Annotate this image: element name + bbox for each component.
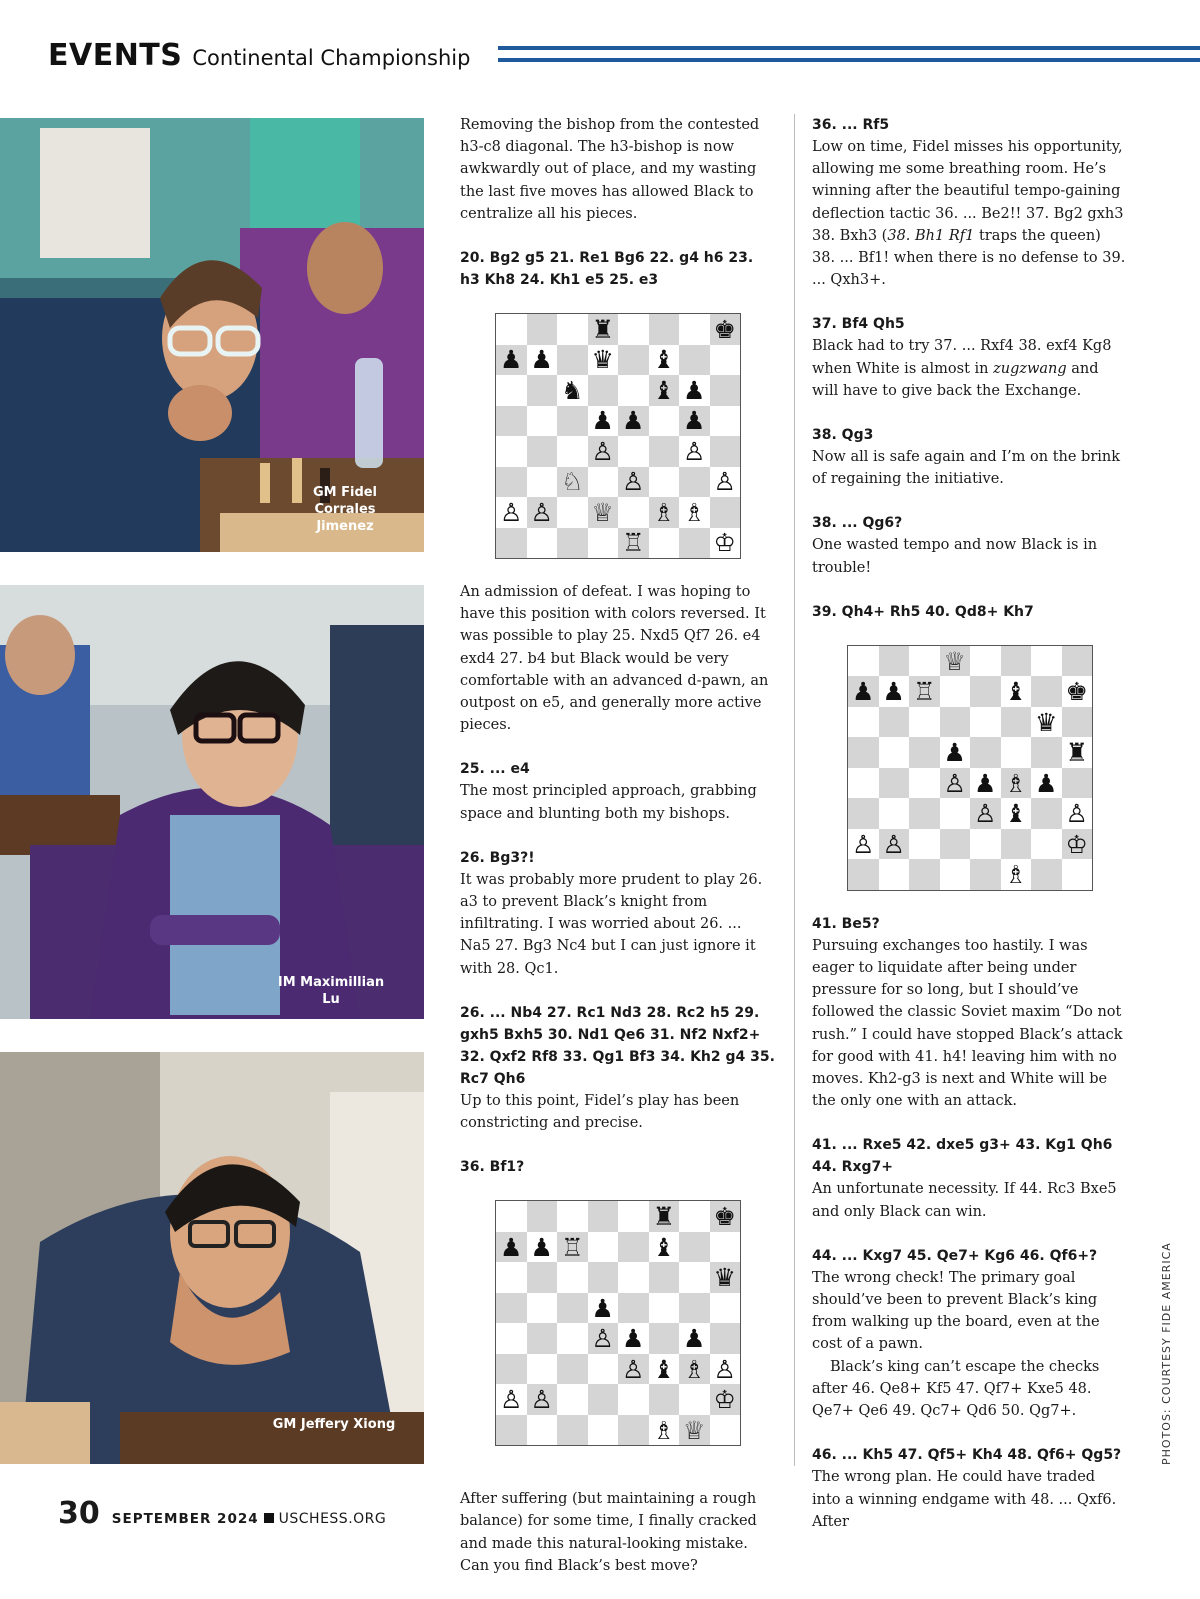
board-square — [679, 528, 710, 559]
board-square — [527, 406, 558, 437]
board-square — [557, 436, 588, 467]
body-paragraph: It was probably more prudent to play 26. a3 to prevent Black’s knight from infiltrating. I was worried about 26. ... Na5 27. Bg3 Nc4 but I can just ignore it with 28. Qc1. — [460, 871, 763, 977]
white-pawn-icon: ♙ — [710, 1354, 741, 1385]
page-number: 30 — [58, 1496, 100, 1531]
board-square — [1001, 829, 1032, 860]
italic-term: zugzwang — [993, 360, 1067, 377]
board-square — [557, 1354, 588, 1385]
board-square — [557, 1384, 588, 1415]
board-square — [710, 345, 741, 376]
white-queen-icon: ♕ — [940, 646, 971, 677]
board-square — [1031, 676, 1062, 707]
move-heading: 46. ... Kh5 47. Qf5+ Kh4 48. Qf6+ Qg5? — [812, 1447, 1122, 1464]
board-square — [909, 646, 940, 677]
board-square — [710, 1232, 741, 1263]
black-rook-icon: ♜ — [649, 1201, 680, 1232]
board-square — [557, 528, 588, 559]
board-square — [879, 737, 910, 768]
white-king-icon: ♔ — [710, 528, 741, 559]
white-rook-icon: ♖ — [557, 1232, 588, 1263]
board-square — [679, 467, 710, 498]
board-square — [710, 1293, 741, 1324]
white-pawn-icon: ♙ — [1062, 798, 1093, 829]
board-square — [649, 1323, 680, 1354]
white-bishop-icon: ♗ — [649, 1415, 680, 1446]
move-heading: 44. ... Kxg7 45. Qe7+ Kg6 46. Qf6+? — [812, 1247, 1098, 1264]
board-square — [649, 406, 680, 437]
white-rook-icon: ♖ — [909, 676, 940, 707]
board-square — [527, 375, 558, 406]
black-rook-icon: ♜ — [1062, 737, 1093, 768]
black-queen-icon: ♛ — [588, 345, 619, 376]
board-square — [1031, 829, 1062, 860]
photo-jeffery-image — [0, 1052, 424, 1464]
board-square — [879, 707, 910, 738]
white-pawn-icon: ♙ — [527, 1384, 558, 1415]
move-heading: 38. ... Qg6? — [812, 515, 903, 532]
board-square — [496, 375, 527, 406]
board-square — [496, 1293, 527, 1324]
board-square — [848, 707, 879, 738]
board-square — [1001, 737, 1032, 768]
board-square — [940, 829, 971, 860]
board-square — [679, 1201, 710, 1232]
board-square — [527, 467, 558, 498]
white-queen-icon: ♕ — [588, 497, 619, 528]
black-bishop-icon: ♝ — [1001, 676, 1032, 707]
board-square — [848, 737, 879, 768]
board-square — [649, 314, 680, 345]
black-rook-icon: ♜ — [588, 314, 619, 345]
board-square — [527, 314, 558, 345]
move-heading: 25. ... e4 — [460, 761, 530, 778]
white-pawn-icon: ♙ — [710, 467, 741, 498]
board-square — [679, 1262, 710, 1293]
site-name: USCHESS.ORG — [278, 1511, 387, 1527]
white-bishop-icon: ♗ — [679, 1354, 710, 1385]
white-king-icon: ♔ — [710, 1384, 741, 1415]
board-square — [496, 436, 527, 467]
board-square — [970, 646, 1001, 677]
body-paragraph: The wrong plan. He could have traded into a winning endgame with 48. ... Qxf6. After — [812, 1469, 1117, 1530]
board-square — [527, 436, 558, 467]
board-square — [1031, 798, 1062, 829]
board-square — [970, 737, 1001, 768]
black-king-icon: ♚ — [1062, 676, 1093, 707]
board-square — [1031, 646, 1062, 677]
board-square — [710, 1415, 741, 1446]
body-paragraph: An unfortunate necessity. If 44. Rc3 Bxe5 and only Black can win. — [812, 1181, 1117, 1220]
board-square — [679, 345, 710, 376]
black-pawn-icon: ♟ — [970, 768, 1001, 799]
board-square — [618, 345, 649, 376]
body-text: and will have to give back the Exchange. — [812, 360, 1099, 399]
black-pawn-icon: ♟ — [940, 737, 971, 768]
white-pawn-icon: ♙ — [588, 436, 619, 467]
black-bishop-icon: ♝ — [649, 1354, 680, 1385]
board-square — [848, 768, 879, 799]
body-paragraph: Pursuing exchanges too hastily. I was eager to liquidate after being under pressure for so long, but I should’ve followed the classic Soviet maxim “Do not rush.” I could have stopped Black’s attack for good with 41. h4! leaving him with no moves. Kh2-g3 is next and White will be the only one with an attack. — [812, 937, 1123, 1110]
move-heading: 38. Qg3 — [812, 427, 874, 444]
black-pawn-icon: ♟ — [1031, 768, 1062, 799]
photo-jeffery-xiong — [0, 1052, 424, 1464]
board-square — [527, 1323, 558, 1354]
board-square — [618, 1384, 649, 1415]
chess-diagram-move-41 — [847, 645, 1093, 891]
column-divider — [794, 114, 795, 1466]
board-square — [879, 798, 910, 829]
move-heading: 36. Bf1? — [460, 1159, 525, 1176]
board-square — [909, 737, 940, 768]
photo-caption: IM Maximillian Lu — [277, 975, 385, 1007]
body-paragraph — [812, 136, 1128, 291]
header-rule-bottom — [498, 58, 1200, 62]
white-bishop-icon: ♗ — [1001, 768, 1032, 799]
body-paragraph: Removing the bishop from the contested h3-c8 diagonal. The h3-bishop is now awkwardly out of place, and my wasting the last five moves has allowed Black to centralize all his pieces. — [460, 117, 760, 222]
body-paragraph: An admission of defeat. I was hoping to have this position with colors reversed. It was possible to play 25. Nxd5 Qf7 26. e4 exd4 27. b4 but Black would be very comfortable with an advanced d-pawn, an outpost on e5, and generally more active pieces. — [460, 584, 769, 734]
body-paragraph: One wasted tempo and now Black is in trouble! — [812, 537, 1098, 576]
board-square — [710, 497, 741, 528]
board-square — [848, 798, 879, 829]
board-square — [649, 436, 680, 467]
white-rook-icon: ♖ — [618, 528, 649, 559]
board-square — [649, 467, 680, 498]
black-pawn-icon: ♟ — [618, 1323, 649, 1354]
board-square — [909, 707, 940, 738]
article-section-title: Continental Championship — [192, 46, 471, 70]
board-square — [496, 1201, 527, 1232]
board-square — [527, 1415, 558, 1446]
black-bishop-icon: ♝ — [1001, 798, 1032, 829]
black-knight-icon: ♞ — [557, 375, 588, 406]
move-heading: 41. Be5? — [812, 915, 880, 932]
board-square — [618, 436, 649, 467]
board-square — [679, 1232, 710, 1263]
board-square — [909, 829, 940, 860]
page-header — [48, 38, 470, 73]
board-square — [1031, 859, 1062, 890]
board-square — [588, 1384, 619, 1415]
black-pawn-icon: ♟ — [679, 375, 710, 406]
photo-maximillian-image — [0, 585, 424, 1019]
black-pawn-icon: ♟ — [679, 406, 710, 437]
board-square — [588, 1201, 619, 1232]
board-square — [496, 314, 527, 345]
board-square — [496, 1415, 527, 1446]
board-square — [1062, 646, 1093, 677]
board-square — [557, 1323, 588, 1354]
board-square — [496, 467, 527, 498]
board-square — [557, 1293, 588, 1324]
board-square — [527, 1201, 558, 1232]
photo-caption: GM Fidel Corrales Jimenez — [312, 485, 378, 534]
white-pawn-icon: ♙ — [527, 497, 558, 528]
board-square — [909, 859, 940, 890]
board-square — [557, 1262, 588, 1293]
board-square — [496, 1354, 527, 1385]
board-square — [527, 1354, 558, 1385]
board-square — [618, 375, 649, 406]
italic-variation: 38. Bh1 Rf1 — [887, 227, 975, 244]
board-square — [527, 1293, 558, 1324]
move-heading: 36. ... Rf5 — [812, 117, 890, 133]
white-knight-icon: ♘ — [557, 467, 588, 498]
white-pawn-icon: ♙ — [618, 1354, 649, 1385]
move-heading: 26. ... Nb4 27. Rc1 Nd3 28. Rc2 h5 29. gxh5 Bxh5 30. Nd1 Qe6 31. Nf2 Nxf2+ 32. Qxf2 Rf8 33. Qg1 Bf3 34. Kh2 g4 35. Rc7 Qh6 — [460, 1004, 775, 1087]
board-square — [618, 1415, 649, 1446]
board-square — [557, 1201, 588, 1232]
move-heading: 26. Bg3?! — [460, 849, 535, 866]
page-footer — [58, 1496, 386, 1531]
photo-credit: PHOTOS: COURTESY FIDE AMERICA — [1160, 1242, 1173, 1465]
board-square — [1031, 737, 1062, 768]
board-square — [848, 646, 879, 677]
chess-diagram-move-36 — [495, 1200, 741, 1446]
white-pawn-icon: ♙ — [848, 829, 879, 860]
white-pawn-icon: ♙ — [588, 1323, 619, 1354]
board-square — [710, 436, 741, 467]
black-pawn-icon: ♟ — [588, 406, 619, 437]
board-square — [496, 406, 527, 437]
board-square — [940, 859, 971, 890]
board-square — [496, 528, 527, 559]
photo-fidel-corrales — [0, 118, 424, 552]
black-pawn-icon: ♟ — [496, 1232, 527, 1263]
board-square — [527, 528, 558, 559]
board-square — [557, 314, 588, 345]
body-paragraph: Up to this point, Fidel’s play has been constricting and precise. — [460, 1092, 740, 1132]
board-square — [649, 1384, 680, 1415]
body-paragraph: The most principled approach, grabbing space and blunting both my bishops. — [460, 783, 757, 822]
board-square — [557, 497, 588, 528]
board-square — [679, 314, 710, 345]
chess-diagram-move-25 — [495, 313, 741, 559]
board-square — [618, 314, 649, 345]
board-square — [649, 528, 680, 559]
white-queen-icon: ♕ — [679, 1415, 710, 1446]
board-square — [618, 1262, 649, 1293]
white-bishop-icon: ♗ — [1001, 859, 1032, 890]
board-square — [940, 798, 971, 829]
board-square — [879, 646, 910, 677]
photo-maximillian-lu — [0, 585, 424, 1019]
white-bishop-icon: ♗ — [679, 497, 710, 528]
white-bishop-icon: ♗ — [649, 497, 680, 528]
move-sequence: 20. Bg2 g5 21. Re1 Bg6 22. g4 h6 23. h3 Kh8 24. Kh1 e5 25. e3 — [460, 250, 754, 289]
white-pawn-icon: ♙ — [879, 829, 910, 860]
board-square — [1001, 646, 1032, 677]
black-pawn-icon: ♟ — [527, 1232, 558, 1263]
header-rule-top — [498, 46, 1200, 50]
black-pawn-icon: ♟ — [496, 345, 527, 376]
black-pawn-icon: ♟ — [848, 676, 879, 707]
board-square — [710, 1323, 741, 1354]
board-square — [588, 375, 619, 406]
board-square — [879, 768, 910, 799]
body-paragraph: Black’s king can’t escape the checks after 46. Qe8+ Kf5 47. Qf7+ Kxe5 48. Qe7+ Qe6 49. Qc7+ Qd6 50. Qg7+. — [812, 1358, 1100, 1420]
board-square — [1062, 707, 1093, 738]
white-king-icon: ♔ — [1062, 829, 1093, 860]
board-square — [588, 467, 619, 498]
move-heading: 37. Bf4 Qh5 — [812, 316, 905, 333]
black-pawn-icon: ♟ — [588, 1293, 619, 1324]
black-bishop-icon: ♝ — [649, 345, 680, 376]
board-square — [1062, 768, 1093, 799]
black-pawn-icon: ♟ — [679, 1323, 710, 1354]
black-king-icon: ♚ — [710, 1201, 741, 1232]
board-square — [879, 859, 910, 890]
board-square — [909, 768, 940, 799]
board-square — [970, 829, 1001, 860]
white-pawn-icon: ♙ — [496, 497, 527, 528]
separator-square — [264, 1513, 274, 1523]
board-square — [970, 676, 1001, 707]
body-paragraph: After suffering (but maintaining a rough balance) for some time, I finally cracked and made this natural-looking mistake. Can you find Black’s best move? — [460, 1491, 757, 1574]
board-square — [649, 1293, 680, 1324]
black-bishop-icon: ♝ — [649, 375, 680, 406]
body-paragraph: The wrong check! The primary goal should’ve been to prevent Black’s king from walking up the board, even at the cost of a pawn. — [812, 1269, 1100, 1353]
black-queen-icon: ♛ — [1031, 707, 1062, 738]
board-square — [970, 859, 1001, 890]
photo-caption: GM Jeffery Xiong — [272, 1417, 396, 1432]
board-square — [618, 497, 649, 528]
black-pawn-icon: ♟ — [618, 406, 649, 437]
board-square — [1062, 859, 1093, 890]
issue-date: SEPTEMBER 2024 — [111, 1511, 259, 1527]
board-square — [557, 345, 588, 376]
section-label: EVENTS — [48, 38, 183, 73]
board-square — [679, 1384, 710, 1415]
white-pawn-icon: ♙ — [679, 436, 710, 467]
move-heading: 39. Qh4+ Rh5 40. Qd8+ Kh7 — [812, 603, 1034, 620]
board-square — [557, 1415, 588, 1446]
black-bishop-icon: ♝ — [649, 1232, 680, 1263]
board-square — [848, 859, 879, 890]
board-square — [940, 707, 971, 738]
body-text: Low on time, Fidel misses his opportunity, allowing me some breathing room. He’s winning after the beautiful tempo-gaining deflection tactic 36. ... Be2!! 37. Bg2 gxh3 38. Bxh3 ( — [812, 139, 1124, 244]
board-square — [557, 406, 588, 437]
board-square — [588, 1415, 619, 1446]
board-square — [588, 1354, 619, 1385]
board-square — [618, 1293, 649, 1324]
black-queen-icon: ♛ — [710, 1262, 741, 1293]
body-paragraph — [812, 335, 1128, 402]
board-square — [1001, 707, 1032, 738]
article-column-2 — [812, 114, 1128, 1555]
board-square — [618, 1232, 649, 1263]
white-pawn-icon: ♙ — [970, 798, 1001, 829]
white-pawn-icon: ♙ — [940, 768, 971, 799]
black-pawn-icon: ♟ — [527, 345, 558, 376]
board-square — [970, 707, 1001, 738]
move-heading: 41. ... Rxe5 42. dxe5 g3+ 43. Kg1 Qh6 44. Rxg7+ — [812, 1137, 1113, 1176]
board-square — [940, 676, 971, 707]
black-king-icon: ♚ — [710, 314, 741, 345]
board-square — [588, 1232, 619, 1263]
body-text: Black had to try 37. ... Rxf4 38. exf4 Kg8 when White is almost in — [812, 338, 1112, 377]
board-square — [588, 528, 619, 559]
board-square — [909, 798, 940, 829]
body-paragraph: Now all is safe again and I’m on the brink of regaining the initiative. — [812, 449, 1121, 488]
board-square — [710, 406, 741, 437]
board-square — [649, 1262, 680, 1293]
board-square — [679, 1293, 710, 1324]
white-pawn-icon: ♙ — [618, 467, 649, 498]
board-square — [496, 1262, 527, 1293]
board-square — [710, 375, 741, 406]
board-square — [618, 1201, 649, 1232]
board-square — [588, 1262, 619, 1293]
white-pawn-icon: ♙ — [496, 1384, 527, 1415]
body-text: traps the queen) 38. ... Bf1! when there is no defense to 39. ... Qxh3+. — [812, 227, 1126, 289]
black-pawn-icon: ♟ — [879, 676, 910, 707]
board-square — [496, 1323, 527, 1354]
board-square — [527, 1262, 558, 1293]
article-column-1 — [460, 114, 776, 1599]
